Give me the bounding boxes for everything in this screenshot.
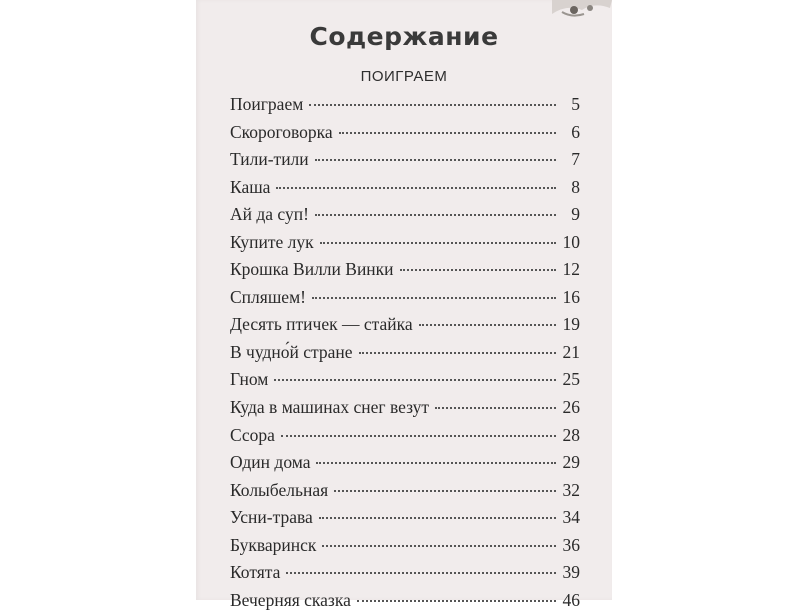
toc-entry[interactable] <box>230 422 580 450</box>
toc-entry[interactable] <box>230 339 580 367</box>
toc-entry-title: Спляшем! <box>230 286 306 307</box>
dot-leader <box>274 379 556 381</box>
toc-entry-page: 36 <box>562 534 580 555</box>
toc-entry-page: 5 <box>571 94 580 114</box>
toc-entry[interactable] <box>230 119 580 147</box>
toc-entry-title: Купите лук <box>230 231 314 252</box>
toc-entry-title: Тили-тили <box>230 149 309 170</box>
toc-entry[interactable] <box>230 449 580 477</box>
toc-entry-page: 6 <box>571 121 580 142</box>
dot-leader <box>309 104 556 106</box>
toc-entry[interactable] <box>230 146 580 174</box>
dot-leader <box>316 462 556 464</box>
dot-leader <box>320 242 556 244</box>
toc-entry-title: Десять птичек — стайка <box>230 314 413 335</box>
toc-entry-title: Усни-трава <box>230 507 313 528</box>
toc-entry[interactable] <box>230 477 580 505</box>
toc-entry-title: Каша <box>230 176 271 197</box>
toc-entry-title: Котята <box>230 562 281 583</box>
toc-entry-page: 12 <box>562 259 580 280</box>
dot-leader <box>315 214 556 216</box>
toc-entry-page: 7 <box>571 149 580 170</box>
toc-entry[interactable] <box>230 394 580 422</box>
dot-leader <box>322 545 556 547</box>
toc-entry-title: Поиграем <box>230 94 304 114</box>
toc-entry-title: В чудно́й стране <box>230 341 353 362</box>
dot-leader <box>357 600 556 602</box>
toc-entry-page: 19 <box>562 314 580 335</box>
toc-entry-title: Крошка Вилли Винки <box>230 259 394 280</box>
toc-entry[interactable] <box>230 91 580 119</box>
toc-entry-title: Колыбельная <box>230 479 329 500</box>
toc-entry[interactable] <box>230 504 580 532</box>
toc-entry-page: 9 <box>571 204 580 225</box>
dot-leader <box>312 297 556 299</box>
toc-entry[interactable] <box>230 366 580 394</box>
toc-entry-title: Букваринск <box>230 534 317 555</box>
toc-entry-title: Вечерняя сказка <box>230 589 351 610</box>
toc-entry-page: 46 <box>562 589 580 610</box>
dot-leader <box>276 187 556 189</box>
dot-leader <box>339 132 556 134</box>
toc-entry[interactable] <box>230 229 580 257</box>
toc-entry-page: 16 <box>562 286 580 307</box>
toc-entry[interactable] <box>230 256 580 284</box>
dot-leader <box>400 269 556 271</box>
table-of-contents <box>230 91 580 614</box>
toc-entry-page: 25 <box>562 369 580 390</box>
toc-entry-title: Один дома <box>230 452 311 473</box>
toc-entry-title: Ссора <box>230 424 275 445</box>
toc-entry-title: Куда в машинах снег везут <box>230 397 430 418</box>
toc-entry-page: 39 <box>562 562 580 583</box>
dot-leader <box>359 352 556 354</box>
toc-entry[interactable] <box>230 174 580 202</box>
dot-leader <box>334 490 556 492</box>
toc-entry-page: 34 <box>562 507 580 528</box>
toc-entry-page: 21 <box>562 341 580 362</box>
toc-entry-page: 32 <box>562 479 580 500</box>
toc-entry-page: 10 <box>562 231 580 252</box>
toc-entry-page: 26 <box>562 397 580 418</box>
dot-leader <box>315 159 556 161</box>
toc-entry-page: 8 <box>571 176 580 197</box>
dot-leader <box>281 435 556 437</box>
book-page <box>196 0 612 610</box>
dot-leader <box>286 572 556 574</box>
toc-entry-title: Ай да суп! <box>230 204 309 225</box>
dot-leader <box>419 324 556 326</box>
toc-entry[interactable] <box>230 532 580 560</box>
toc-entry[interactable] <box>230 559 580 587</box>
toc-entry-page: 28 <box>562 424 580 445</box>
dot-leader <box>435 407 556 409</box>
toc-entry-title: Гном <box>230 369 269 390</box>
toc-entry-title: Скороговорка <box>230 121 333 142</box>
toc-entry[interactable] <box>230 284 580 312</box>
toc-entry-page: 29 <box>562 452 580 473</box>
dot-leader <box>319 517 556 519</box>
toc-entry[interactable] <box>230 587 580 614</box>
page-title: Содержание <box>309 22 499 51</box>
toc-entry[interactable] <box>230 201 580 229</box>
section-heading: ПОИГРАЕМ <box>360 68 448 85</box>
toc-entry[interactable] <box>230 311 580 339</box>
